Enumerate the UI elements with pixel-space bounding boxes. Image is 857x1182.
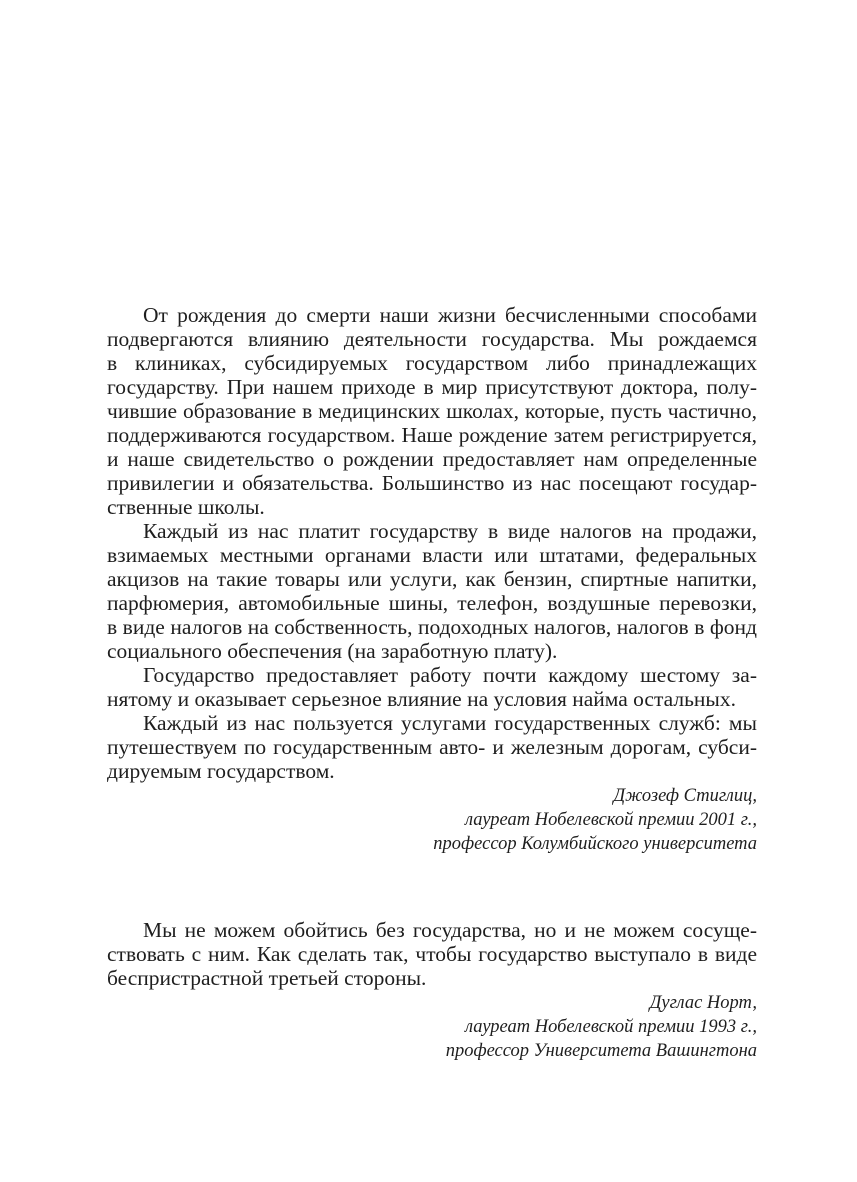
text-line: От рождения до смерти наши жизни бесчисленными способами bbox=[143, 303, 757, 327]
text-line: взимаемых местными органами власти или штатами, федеральных bbox=[107, 543, 757, 567]
text-line: нятому и оказывает серьезное влияние на условия найма остальных. bbox=[107, 687, 736, 711]
text-line: путешествуем по государственным авто- и железным дорогам, субси- bbox=[107, 735, 757, 759]
text-line: парфюмерия, автомобильные шины, телефон, воздушные перевозки, bbox=[107, 591, 757, 615]
text-line: поддерживаются государством. Наше рождение затем регистрируется, bbox=[107, 423, 757, 447]
attribution-position: профессор Колумбийского университета bbox=[433, 834, 757, 854]
text-line: Государство предоставляет работу почти каждому шестому за- bbox=[143, 663, 757, 687]
text-line: и наше свидетельство о рождении предоставляет нам определенные bbox=[107, 447, 757, 471]
attribution-author: Джозеф Стиглиц, bbox=[613, 786, 757, 806]
text-line: государству. При нашем приходе в мир присутствуют доктора, полу- bbox=[107, 375, 757, 399]
text-line: в клиниках, субсидируемых государством либо принадлежащих bbox=[107, 351, 757, 375]
text-line: ственные школы. bbox=[107, 495, 265, 519]
attribution-title: лауреат Нобелевской премии 1993 г., bbox=[465, 1017, 757, 1037]
text-line: чившие образование в медицинских школах, которые, пусть частично, bbox=[107, 399, 757, 423]
text-line: в виде налогов на собственность, подоходных налогов, налогов в фонд bbox=[107, 615, 757, 639]
text-line: дируемым государством. bbox=[107, 759, 335, 783]
text-line: привилегии и обязательства. Большинство из нас посещают государ- bbox=[107, 471, 757, 495]
attribution-position: профессор Университета Вашингтона bbox=[445, 1041, 757, 1061]
text-line: акцизов на такие товары или услуги, как бензин, спиртные напитки, bbox=[107, 567, 757, 591]
text-line: беспристрастной третьей стороны. bbox=[107, 966, 427, 990]
text-line: Мы не можем обойтись без государства, но и не можем сосуще- bbox=[143, 918, 757, 942]
text-line: подвергаются влиянию деятельности государства. Мы рождаемся bbox=[107, 327, 757, 351]
text-line: социального обеспечения (на заработную плату). bbox=[107, 639, 558, 663]
attribution-title: лауреат Нобелевской премии 2001 г., bbox=[465, 810, 757, 830]
text-line: ствовать с ним. Как сделать так, чтобы государство выступало в виде bbox=[107, 942, 757, 966]
text-line: Каждый из нас пользуется услугами государственных служб: мы bbox=[143, 711, 757, 735]
attribution-author: Дуглас Норт, bbox=[649, 993, 757, 1013]
text-line: Каждый из нас платит государству в виде налогов на продажи, bbox=[143, 519, 757, 543]
